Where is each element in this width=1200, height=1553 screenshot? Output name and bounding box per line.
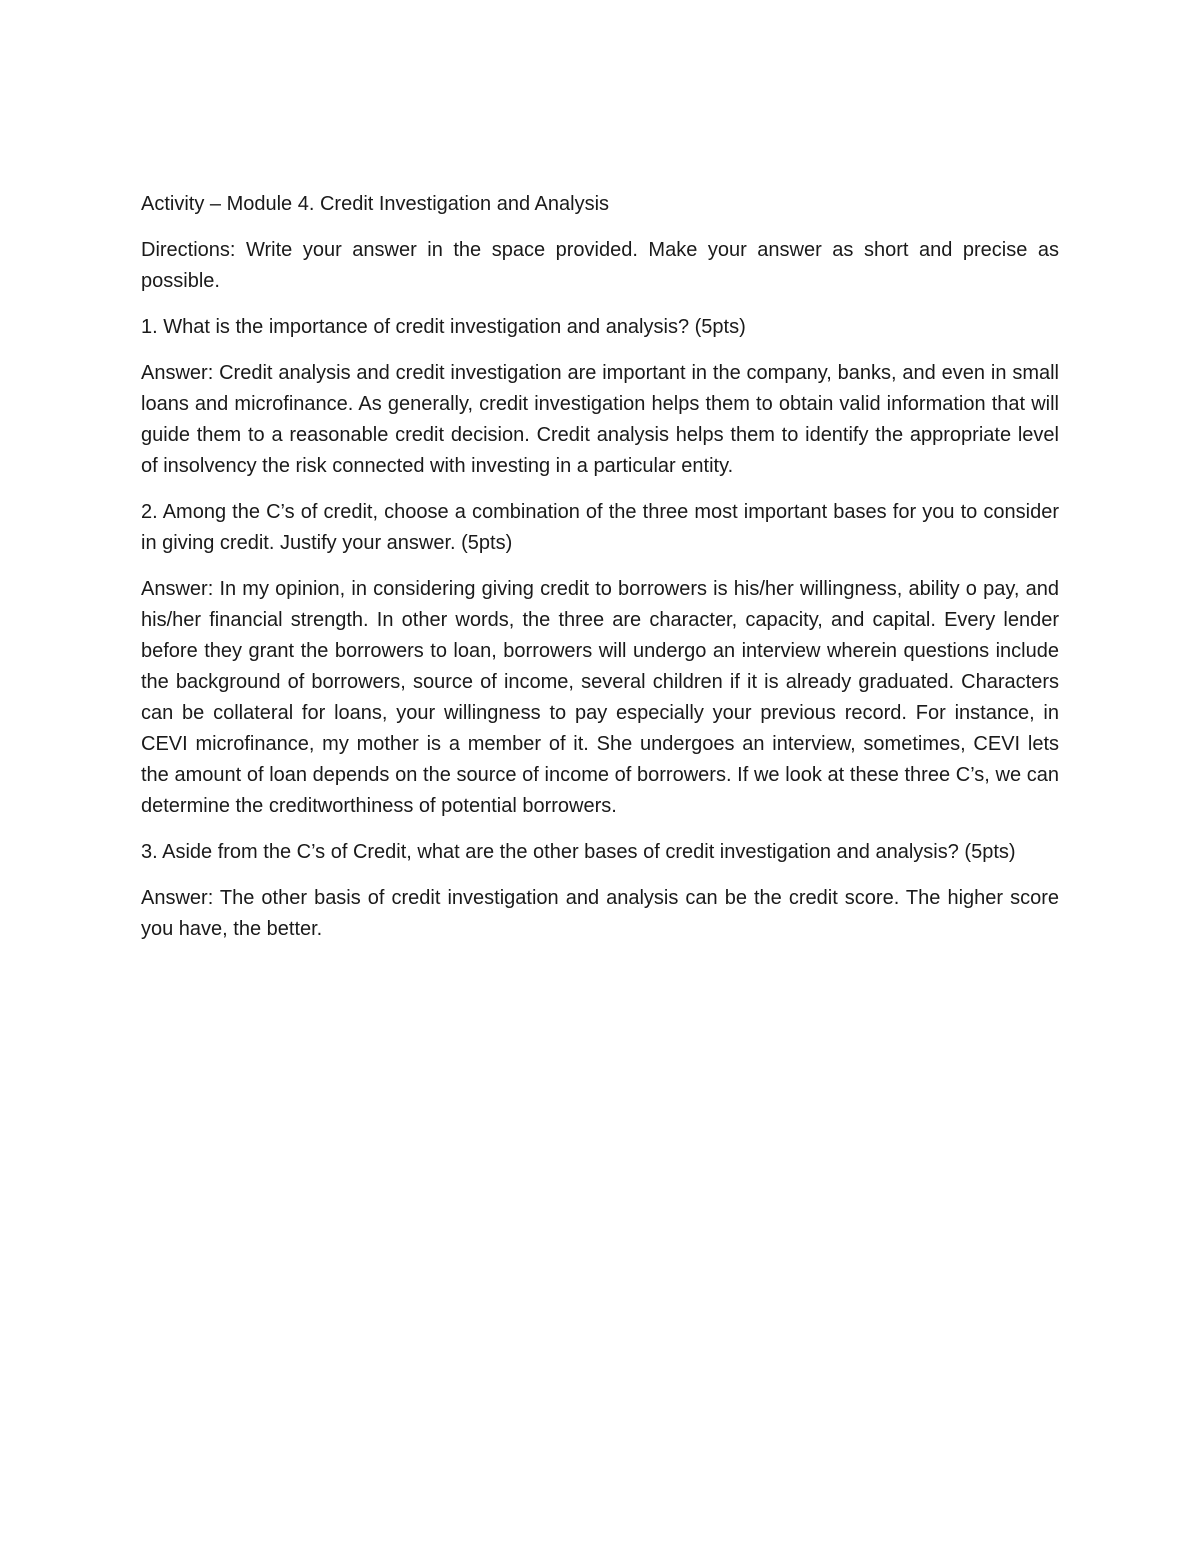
answer-2: Answer: In my opinion, in considering giving credit to borrowers is his/her willingness, ability o pay, and his/her financial strength. In other words, the three are character, capacity, and capital. Every lender before they grant the borrowers to loan, borrowers will undergo an interview wherein questions include the background of borrowers, source of income, several children if it is already graduated. Characters can be collateral for loans, your willingness to pay especially your previous record. For instance, in CEVI microfinance, my mother is a member of it. She undergoes an interview, sometimes, CEVI lets the amount of loan depends on the source of income of borrowers. If we look at these three C’s, we can determine the creditworthiness of potential borrowers. xyxy=(141,578,1059,817)
question-1: 1. What is the importance of credit investigation and analysis? (5pts) xyxy=(141,316,746,338)
question-2: 2. Among the C’s of credit, choose a combination of the three most important bases for you to consider in giving credit. Justify your answer. (5pts) xyxy=(141,501,1059,554)
question-3: 3. Aside from the C’s of Credit, what are the other bases of credit investigation and analysis? (5pts) xyxy=(141,841,1016,863)
answer-3: Answer: The other basis of credit investigation and analysis can be the credit score. The higher score you have, the better. xyxy=(141,887,1059,940)
directions-text: Directions: Write your answer in the space provided. Make your answer as short and precise as possible. xyxy=(141,239,1059,292)
document-body xyxy=(141,189,1059,960)
answer-1: Answer: Credit analysis and credit investigation are important in the company, banks, and even in small loans and microfinance. As generally, credit investigation helps them to obtain valid information that will guide them to a reasonable credit decision. Credit analysis helps them to identify the appropriate level of insolvency the risk connected with investing in a particular entity. xyxy=(141,362,1059,477)
document-title: Activity – Module 4. Credit Investigation and Analysis xyxy=(141,193,610,215)
